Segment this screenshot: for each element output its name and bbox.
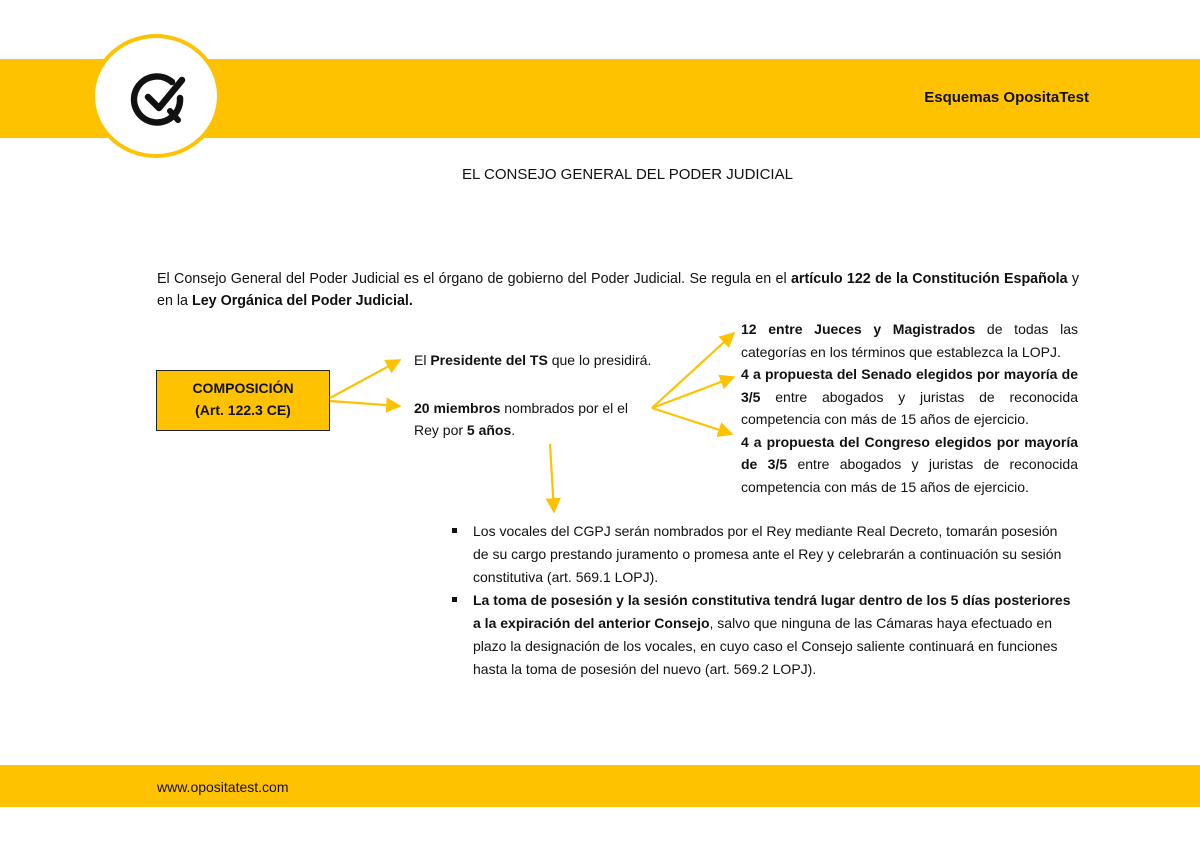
list-item — [452, 520, 1072, 589]
bullet-square-icon — [452, 528, 457, 533]
members-line2-post: . — [511, 422, 516, 438]
group-senate-bold: 4 a propuesta del Senado elegidos por mayoría de 3/5 — [741, 366, 1078, 405]
header-brand: Esquemas OpositaTest — [924, 89, 1089, 106]
arrow-to-notes — [550, 444, 554, 512]
members-line2-pre: Rey por — [414, 422, 467, 438]
members-bold: 20 miembros — [414, 400, 501, 416]
arrow-to-congress — [652, 408, 732, 434]
note-2-bold: La toma de posesión y la sesión constitutiva tendrá lugar dentro de los 5 días posteriores a la expiración del anterior Consejo — [473, 592, 1071, 631]
arrow-to-members — [330, 401, 400, 406]
arrow-to-president — [330, 360, 400, 398]
note-1-text: Los vocales del CGPJ serán nombrados por el Rey mediante Real Decreto, tomarán posesión de su cargo prestando juramento o promesa ante el Rey y celebrarán a continuación su sesión constitutiva (art. 569.1 LOPJ). — [473, 523, 1062, 585]
members-text: nombrados por el el — [500, 400, 629, 416]
group-judges-bold: 12 entre Jueces y Magistrados — [741, 321, 976, 337]
page-title: EL CONSEJO GENERAL DEL PODER JUDICIAL — [462, 166, 793, 183]
note-2-text: , salvo que ninguna de las Cámaras haya efectuado en plazo la designación de los vocales, en cuyo caso el Consejo saliente continuará en funciones hasta la toma de posesión del nuevo (art. 569.2 LOPJ). — [473, 615, 1058, 677]
group-congress-bold: 4 a propuesta del Congreso elegidos por mayoría de 3/5 — [741, 433, 1078, 472]
intro-bold-1: artículo 122 de la Constitución Española — [790, 271, 1068, 287]
footer-url[interactable]: www.opositatest.com — [157, 779, 289, 795]
intro-text-1: El Consejo General del Poder Judicial es el órgano de gobierno del Poder Judicial. Se regula en el — [157, 271, 791, 287]
list-item — [452, 589, 1072, 681]
composition-article: (Art. 122.3 CE) — [195, 402, 291, 418]
group-judges-text: de todas las categorías en los términos que establezca la LOPJ. — [741, 321, 1078, 360]
president-pre: El — [414, 352, 431, 368]
bullet-square-icon — [452, 597, 457, 602]
members-years: 5 años — [466, 422, 512, 438]
president-post: que lo presidirá. — [547, 352, 652, 368]
arrow-to-judges — [652, 333, 734, 408]
group-congress-text: entre abogados y juristas de reconocida competencia con más de 15 años de ejercicio. — [741, 456, 1078, 495]
intro-text-2: y en la — [157, 271, 1079, 309]
group-senate-text: entre abogados y juristas de reconocida competencia con más de 15 años de ejercicio. — [741, 388, 1078, 427]
intro-bold-2: Ley Orgánica del Poder Judicial. — [191, 293, 413, 309]
president-bold: Presidente del TS — [430, 352, 548, 368]
notes-list — [452, 520, 1072, 681]
arrow-to-senate — [652, 377, 734, 408]
composition-title: COMPOSICIÓN — [192, 380, 294, 396]
